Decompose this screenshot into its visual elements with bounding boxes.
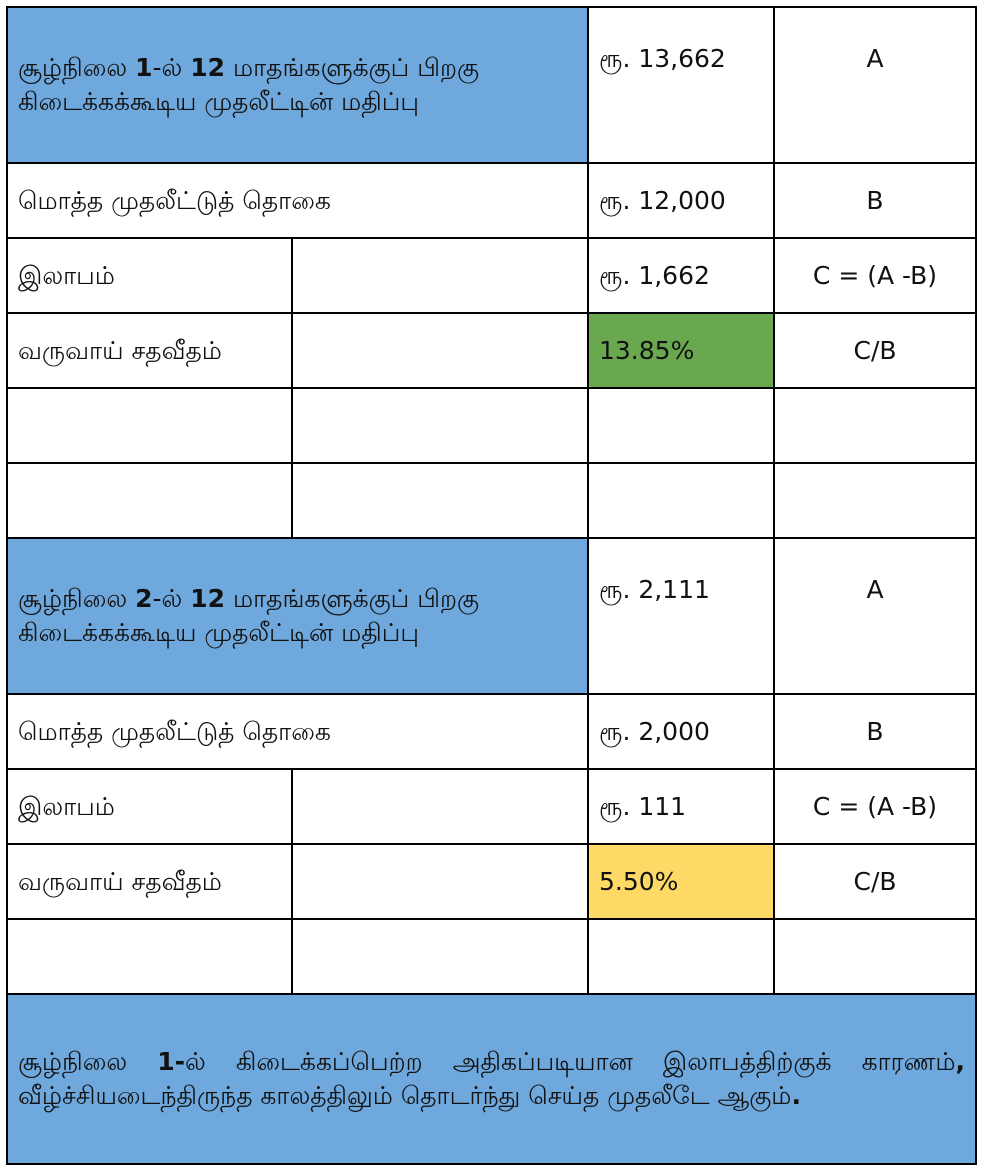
scenario-1-value-code: A xyxy=(774,7,976,163)
scenario-1-total-amount: ரூ. 12,000 xyxy=(588,163,774,238)
scenario-2-profit-code: C = (A -B) xyxy=(774,769,976,844)
scenario-1-profit-label: இலாபம் xyxy=(7,238,292,313)
scenario-2-return-amount: 5.50% xyxy=(588,844,774,919)
scenario-2-return-label: வருவாய் சதவீதம் xyxy=(7,844,292,919)
empty-cell xyxy=(292,388,588,463)
empty-cell xyxy=(292,238,588,313)
table-row xyxy=(7,238,976,313)
empty-cell xyxy=(7,388,292,463)
empty-cell xyxy=(292,919,588,994)
scenario-1-profit-amount: ரூ. 1,662 xyxy=(588,238,774,313)
table-row-note xyxy=(7,994,976,1164)
scenario-1-value-amount: ரூ. 13,662 xyxy=(588,7,774,163)
empty-cell xyxy=(774,463,976,538)
table-row xyxy=(7,538,976,694)
empty-cell xyxy=(774,388,976,463)
empty-cell xyxy=(588,919,774,994)
investment-comparison-table xyxy=(6,6,977,1165)
empty-cell xyxy=(588,463,774,538)
table-row-empty xyxy=(7,463,976,538)
table-row xyxy=(7,163,976,238)
scenario-1-value-label: சூழ்நிலை 1-ல் 12 மாதங்களுக்குப் பிறகு கிடைக்கக்கூடிய முதலீட்டின் மதிப்பு xyxy=(7,7,588,163)
table-row-empty xyxy=(7,919,976,994)
empty-cell xyxy=(292,313,588,388)
empty-cell xyxy=(588,388,774,463)
scenario-1-return-label: வருவாய் சதவீதம் xyxy=(7,313,292,388)
table-row xyxy=(7,844,976,919)
scenario-1-total-code: B xyxy=(774,163,976,238)
empty-cell xyxy=(292,844,588,919)
scenario-2-profit-amount: ரூ. 111 xyxy=(588,769,774,844)
table-row xyxy=(7,313,976,388)
scenario-1-return-amount: 13.85% xyxy=(588,313,774,388)
empty-cell xyxy=(7,919,292,994)
scenario-2-total-amount: ரூ. 2,000 xyxy=(588,694,774,769)
table-row xyxy=(7,694,976,769)
table-row xyxy=(7,7,976,163)
scenario-2-value-label: சூழ்நிலை 2-ல் 12 மாதங்களுக்குப் பிறகு கிடைக்கக்கூடிய முதலீட்டின் மதிப்பு xyxy=(7,538,588,694)
empty-cell xyxy=(774,919,976,994)
conclusion-note: சூழ்நிலை 1-ல் கிடைக்கப்பெற்ற அதிகப்படியான இலாபத்திற்குக் காரணம், வீழ்ச்சியடைந்திருந்த காலத்திலும் தொடர்ந்து செய்த முதலீடே ஆகும். xyxy=(7,994,976,1164)
empty-cell xyxy=(292,463,588,538)
scenario-2-total-code: B xyxy=(774,694,976,769)
empty-cell xyxy=(7,463,292,538)
table-row-empty xyxy=(7,388,976,463)
scenario-2-value-amount: ரூ. 2,111 xyxy=(588,538,774,694)
scenario-1-total-label: மொத்த முதலீட்டுத் தொகை xyxy=(7,163,588,238)
scenario-2-total-label: மொத்த முதலீட்டுத் தொகை xyxy=(7,694,588,769)
scenario-2-profit-label: இலாபம் xyxy=(7,769,292,844)
table-row xyxy=(7,769,976,844)
scenario-2-value-code: A xyxy=(774,538,976,694)
scenario-2-return-code: C/B xyxy=(774,844,976,919)
empty-cell xyxy=(292,769,588,844)
scenario-1-return-code: C/B xyxy=(774,313,976,388)
scenario-1-profit-code: C = (A -B) xyxy=(774,238,976,313)
